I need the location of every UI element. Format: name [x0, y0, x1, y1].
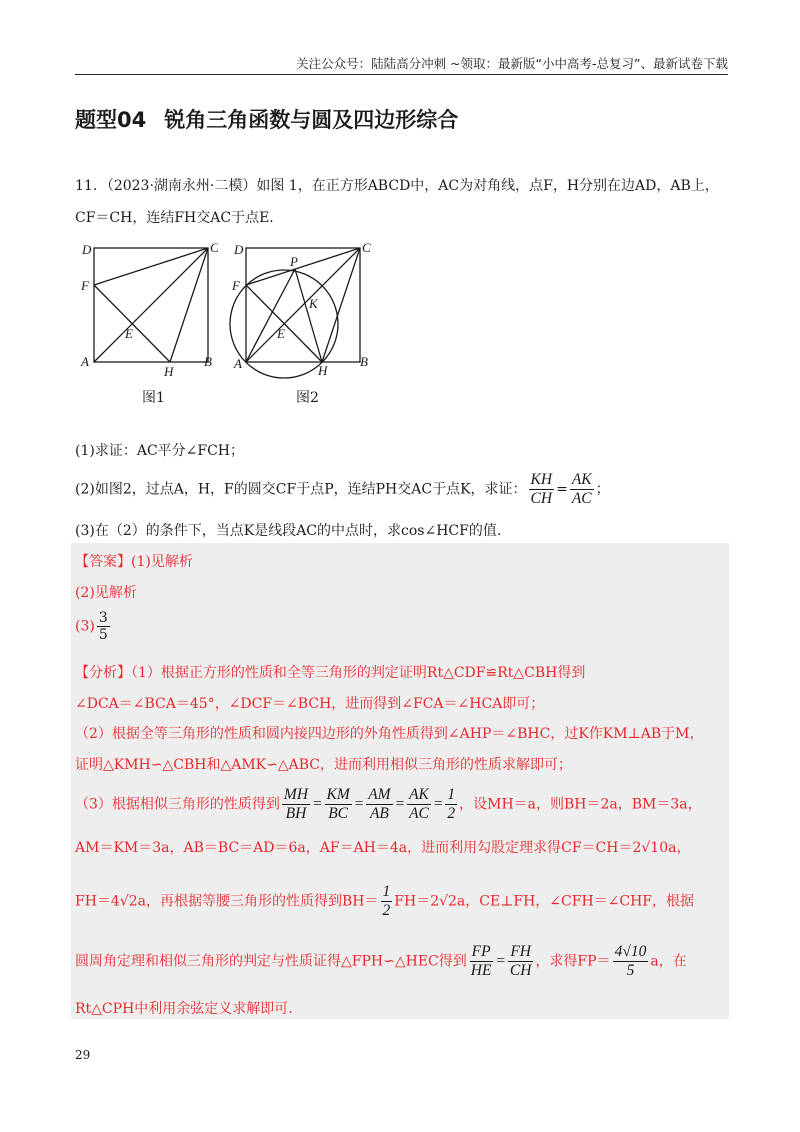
- q2-fraction-2: $\frac{AK}{AC}$: [571, 471, 592, 507]
- fig1-line-ch: [170, 248, 208, 362]
- figure-1: [78, 240, 218, 384]
- l5-fraction-5: $\frac{1}{2}$: [447, 786, 456, 822]
- analysis-line-5: （3）根据相似三角形的性质得到 $\frac{MH}{BH}$ = $\frac{KM}{BC}$ = $\frac{AM}{AB}$ = $\frac{AK}{AC}$ = $\frac{1}{2}$ ，设MH＝a，则BH＝2a，BM＝3a，: [75, 786, 702, 822]
- l8-fraction-2: $\frac{FH}{CH}$: [509, 943, 532, 979]
- answer-3-fraction: $\frac{3}{5}$: [98, 610, 108, 644]
- q2-suffix: ；: [595, 481, 610, 498]
- page-header: 关注公众号：陆陆高分冲刺 ~领取：最新版“小中高考-总复习”、最新试卷下载: [75, 54, 728, 75]
- figure-2: [222, 240, 382, 389]
- q2-prefix: (2)如图2，过点A，H，F的圆交CF于点P，连结PH交AC于点K，求证：: [75, 481, 527, 498]
- problem-line-1: 11．（2023·湖南永州·二模）如图 1，在正方形ABCD中，AC为对角线，点F，H分别在边AD，AB上，: [75, 178, 719, 194]
- analysis-line-2: ∠DCA＝∠BCA＝45°，∠DCF＝∠BCH，进而得到∠FCA＝∠HCA即可；: [75, 696, 545, 712]
- fig2-line-ch: [322, 248, 360, 362]
- fig2-label-f: F: [232, 278, 240, 293]
- fig1-label-d: D: [82, 242, 92, 257]
- analysis-line-1: [75, 662, 585, 682]
- fig2-label-k: K: [309, 296, 318, 311]
- l5-fraction-1: $\frac{MH}{BH}$: [283, 786, 309, 822]
- analysis-line-6: AM＝KM＝3a，AB＝BC＝AD＝6a，AF＝AH＝4a，进而利用勾股定理求得CF＝CH＝2√10a，: [75, 840, 691, 856]
- fig1-label-e: E: [125, 326, 133, 341]
- analysis-line-3: （2）根据全等三角形的性质和圆内接四边形的外角性质得到∠AHP＝∠BHC，过K作KM⊥AB于M，: [75, 726, 704, 742]
- analysis-line-7: FH＝4√2a，再根据等腰三角形的性质得到BH＝ $\frac{1}{2}$ FH＝2√2a，CE⊥FH，∠CFH＝∠CHF，根据: [75, 883, 695, 919]
- answer-1: (1)见解析: [131, 554, 193, 570]
- fig2-diagonal-ac: [246, 248, 360, 362]
- analysis-text-1: （1）根据正方形的性质和全等三角形的判定证明Rt△CDF≌Rt△CBH得到: [131, 665, 586, 681]
- fig2-label-b: B: [360, 354, 368, 369]
- fig1-label-b: B: [204, 354, 212, 369]
- fig1-label-a: A: [81, 354, 89, 369]
- fig2-line-cf: [246, 248, 360, 285]
- problem-line-2: CF＝CH，连结FH交AC于点E.: [75, 210, 274, 226]
- analysis-label: 【分析】: [75, 665, 131, 681]
- answer-2: (2)见解析: [75, 585, 137, 601]
- l8-fraction-1: $\frac{FP}{HE}$: [470, 943, 492, 979]
- l5-fraction-3: $\frac{AM}{AB}$: [368, 786, 391, 822]
- fig1-line-cf: [94, 248, 208, 285]
- fig2-label-e: E: [277, 326, 285, 341]
- answer-label: 【答案】: [75, 554, 131, 570]
- figure-2-caption: 图2: [296, 390, 319, 406]
- figure-1-caption: 图1: [142, 390, 165, 406]
- fig2-label-d: D: [234, 242, 244, 257]
- q2-equals: =: [556, 481, 568, 498]
- title-part2: 锐角三角函数与圆及四边形综合: [164, 108, 459, 132]
- fig2-label-c: C: [362, 240, 371, 255]
- fig1-label-f: F: [81, 278, 89, 293]
- fig2-label-h: H: [318, 363, 328, 378]
- question-1: (1)求证：AC平分∠FCH；: [75, 443, 245, 459]
- fig2-label-a: A: [234, 356, 242, 371]
- l7-fraction: $\frac{1}{2}$: [382, 883, 391, 919]
- fig1-label-h: H: [164, 364, 174, 379]
- question-3: (3)在（2）的条件下，当点K是线段AC的中点时，求cos∠HCF的值.: [75, 523, 502, 539]
- analysis-line-8: 圆周角定理和相似三角形的判定与性质证得△FPH∽△HEC得到 $\frac{FP}{HE}$ = $\frac{FH}{CH}$ ，求得FP＝ $\frac{4√10}{5}$ a，在: [75, 943, 687, 979]
- answer-3: [75, 610, 112, 643]
- fig1-diagonal-ac: [94, 248, 208, 362]
- fig2-label-p: P: [290, 254, 298, 269]
- fig1-label-c: C: [210, 240, 218, 255]
- l5-fraction-2: $\frac{KM}{BC}$: [326, 786, 350, 822]
- q2-fraction-1: $\frac{KH}{CH}$: [530, 471, 553, 507]
- analysis-line-4: 证明△KMH∽△CBH和△AMK∽△ABC，进而利用相似三角形的性质求解即可；: [75, 757, 573, 773]
- l5-fraction-4: $\frac{AK}{AC}$: [409, 786, 429, 822]
- page-number: 29: [75, 1048, 91, 1062]
- section-title: [75, 104, 458, 134]
- l8-fraction-3: $\frac{4√10}{5}$: [614, 943, 647, 979]
- answer-line-1: [75, 551, 193, 571]
- answer-3-prefix: (3): [75, 618, 95, 635]
- question-2: [75, 471, 610, 508]
- analysis-line-9: Rt△CPH中利用余弦定义求解即可.: [75, 1001, 293, 1017]
- title-part1: 题型04: [75, 108, 147, 132]
